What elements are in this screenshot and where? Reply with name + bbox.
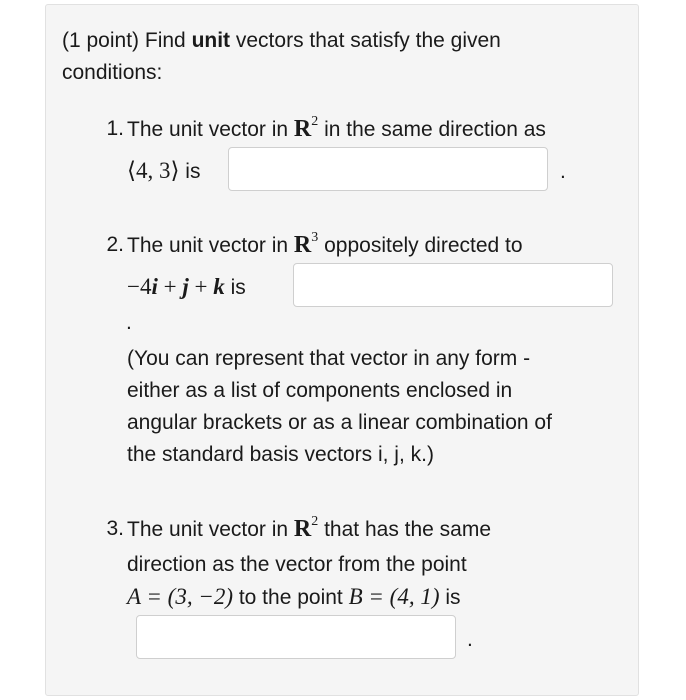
question-2-expr-plus-2: + bbox=[188, 274, 214, 299]
question-2-trailing-period: . bbox=[126, 311, 132, 334]
question-3-text-b: that has the same bbox=[318, 518, 492, 541]
question-2-expr-coef: −4 bbox=[127, 274, 152, 299]
answer-input-3[interactable] bbox=[136, 615, 456, 659]
intro-bold-word: unit bbox=[191, 29, 231, 52]
question-2-expr-plus-1: + bbox=[157, 274, 183, 299]
answer-input-2[interactable] bbox=[293, 263, 613, 307]
question-1-is: is bbox=[179, 160, 201, 183]
problem-card bbox=[45, 4, 639, 696]
question-1-number: 1. bbox=[106, 117, 124, 140]
question-1-vector: ⟨4, 3⟩ bbox=[127, 158, 180, 183]
question-1-body bbox=[127, 113, 607, 149]
problem-intro bbox=[62, 25, 622, 89]
question-2-is: is bbox=[224, 276, 246, 299]
question-2-body bbox=[127, 229, 607, 265]
note-line-2: either as a list of components enclosed in bbox=[127, 379, 513, 402]
question-1-text-a: The unit vector in bbox=[127, 118, 294, 141]
question-2-expr-j: j bbox=[182, 274, 189, 299]
answer-input-1[interactable] bbox=[228, 147, 548, 191]
question-3-point-a: A = (3, −2) bbox=[127, 584, 233, 609]
intro-suffix: vectors that satisfy the given bbox=[230, 29, 501, 52]
question-3-line2: direction as the vector from the point bbox=[127, 553, 467, 576]
question-2-number: 2. bbox=[106, 233, 124, 256]
question-3-number: 3. bbox=[106, 517, 124, 540]
question-3-body bbox=[127, 513, 607, 614]
question-3-text-a: The unit vector in bbox=[127, 518, 294, 541]
note-line-3: angular brackets or as a linear combination of bbox=[127, 411, 552, 434]
question-1-space-symbol: R bbox=[293, 116, 312, 142]
question-3-space-dim: 2 bbox=[311, 514, 319, 529]
question-1-trailing-period: . bbox=[560, 160, 566, 183]
question-2-text-b: oppositely directed to bbox=[318, 234, 523, 257]
question-3-point-b: B = (4, 1) bbox=[348, 584, 440, 609]
intro-line2: conditions: bbox=[62, 61, 163, 84]
question-2-space-dim: 3 bbox=[311, 230, 319, 245]
question-3-is: is bbox=[439, 586, 461, 609]
question-3-trailing-period: . bbox=[467, 628, 473, 651]
question-2-expr-i: i bbox=[151, 274, 158, 299]
question-2-text-a: The unit vector in bbox=[127, 234, 294, 257]
question-2-note bbox=[127, 343, 617, 471]
question-3-text-mid: to the point bbox=[233, 586, 349, 609]
question-2-expr-k: k bbox=[213, 274, 225, 299]
note-line-4: the standard basis vectors i, j, k.) bbox=[127, 443, 434, 466]
note-line-1: (You can represent that vector in any form - bbox=[127, 347, 531, 370]
question-3-space-symbol: R bbox=[293, 516, 312, 542]
question-1-text-b: in the same direction as bbox=[318, 118, 546, 141]
question-1-space-dim: 2 bbox=[311, 114, 319, 129]
intro-prefix: (1 point) Find bbox=[62, 29, 192, 52]
question-2-space-symbol: R bbox=[293, 232, 312, 258]
